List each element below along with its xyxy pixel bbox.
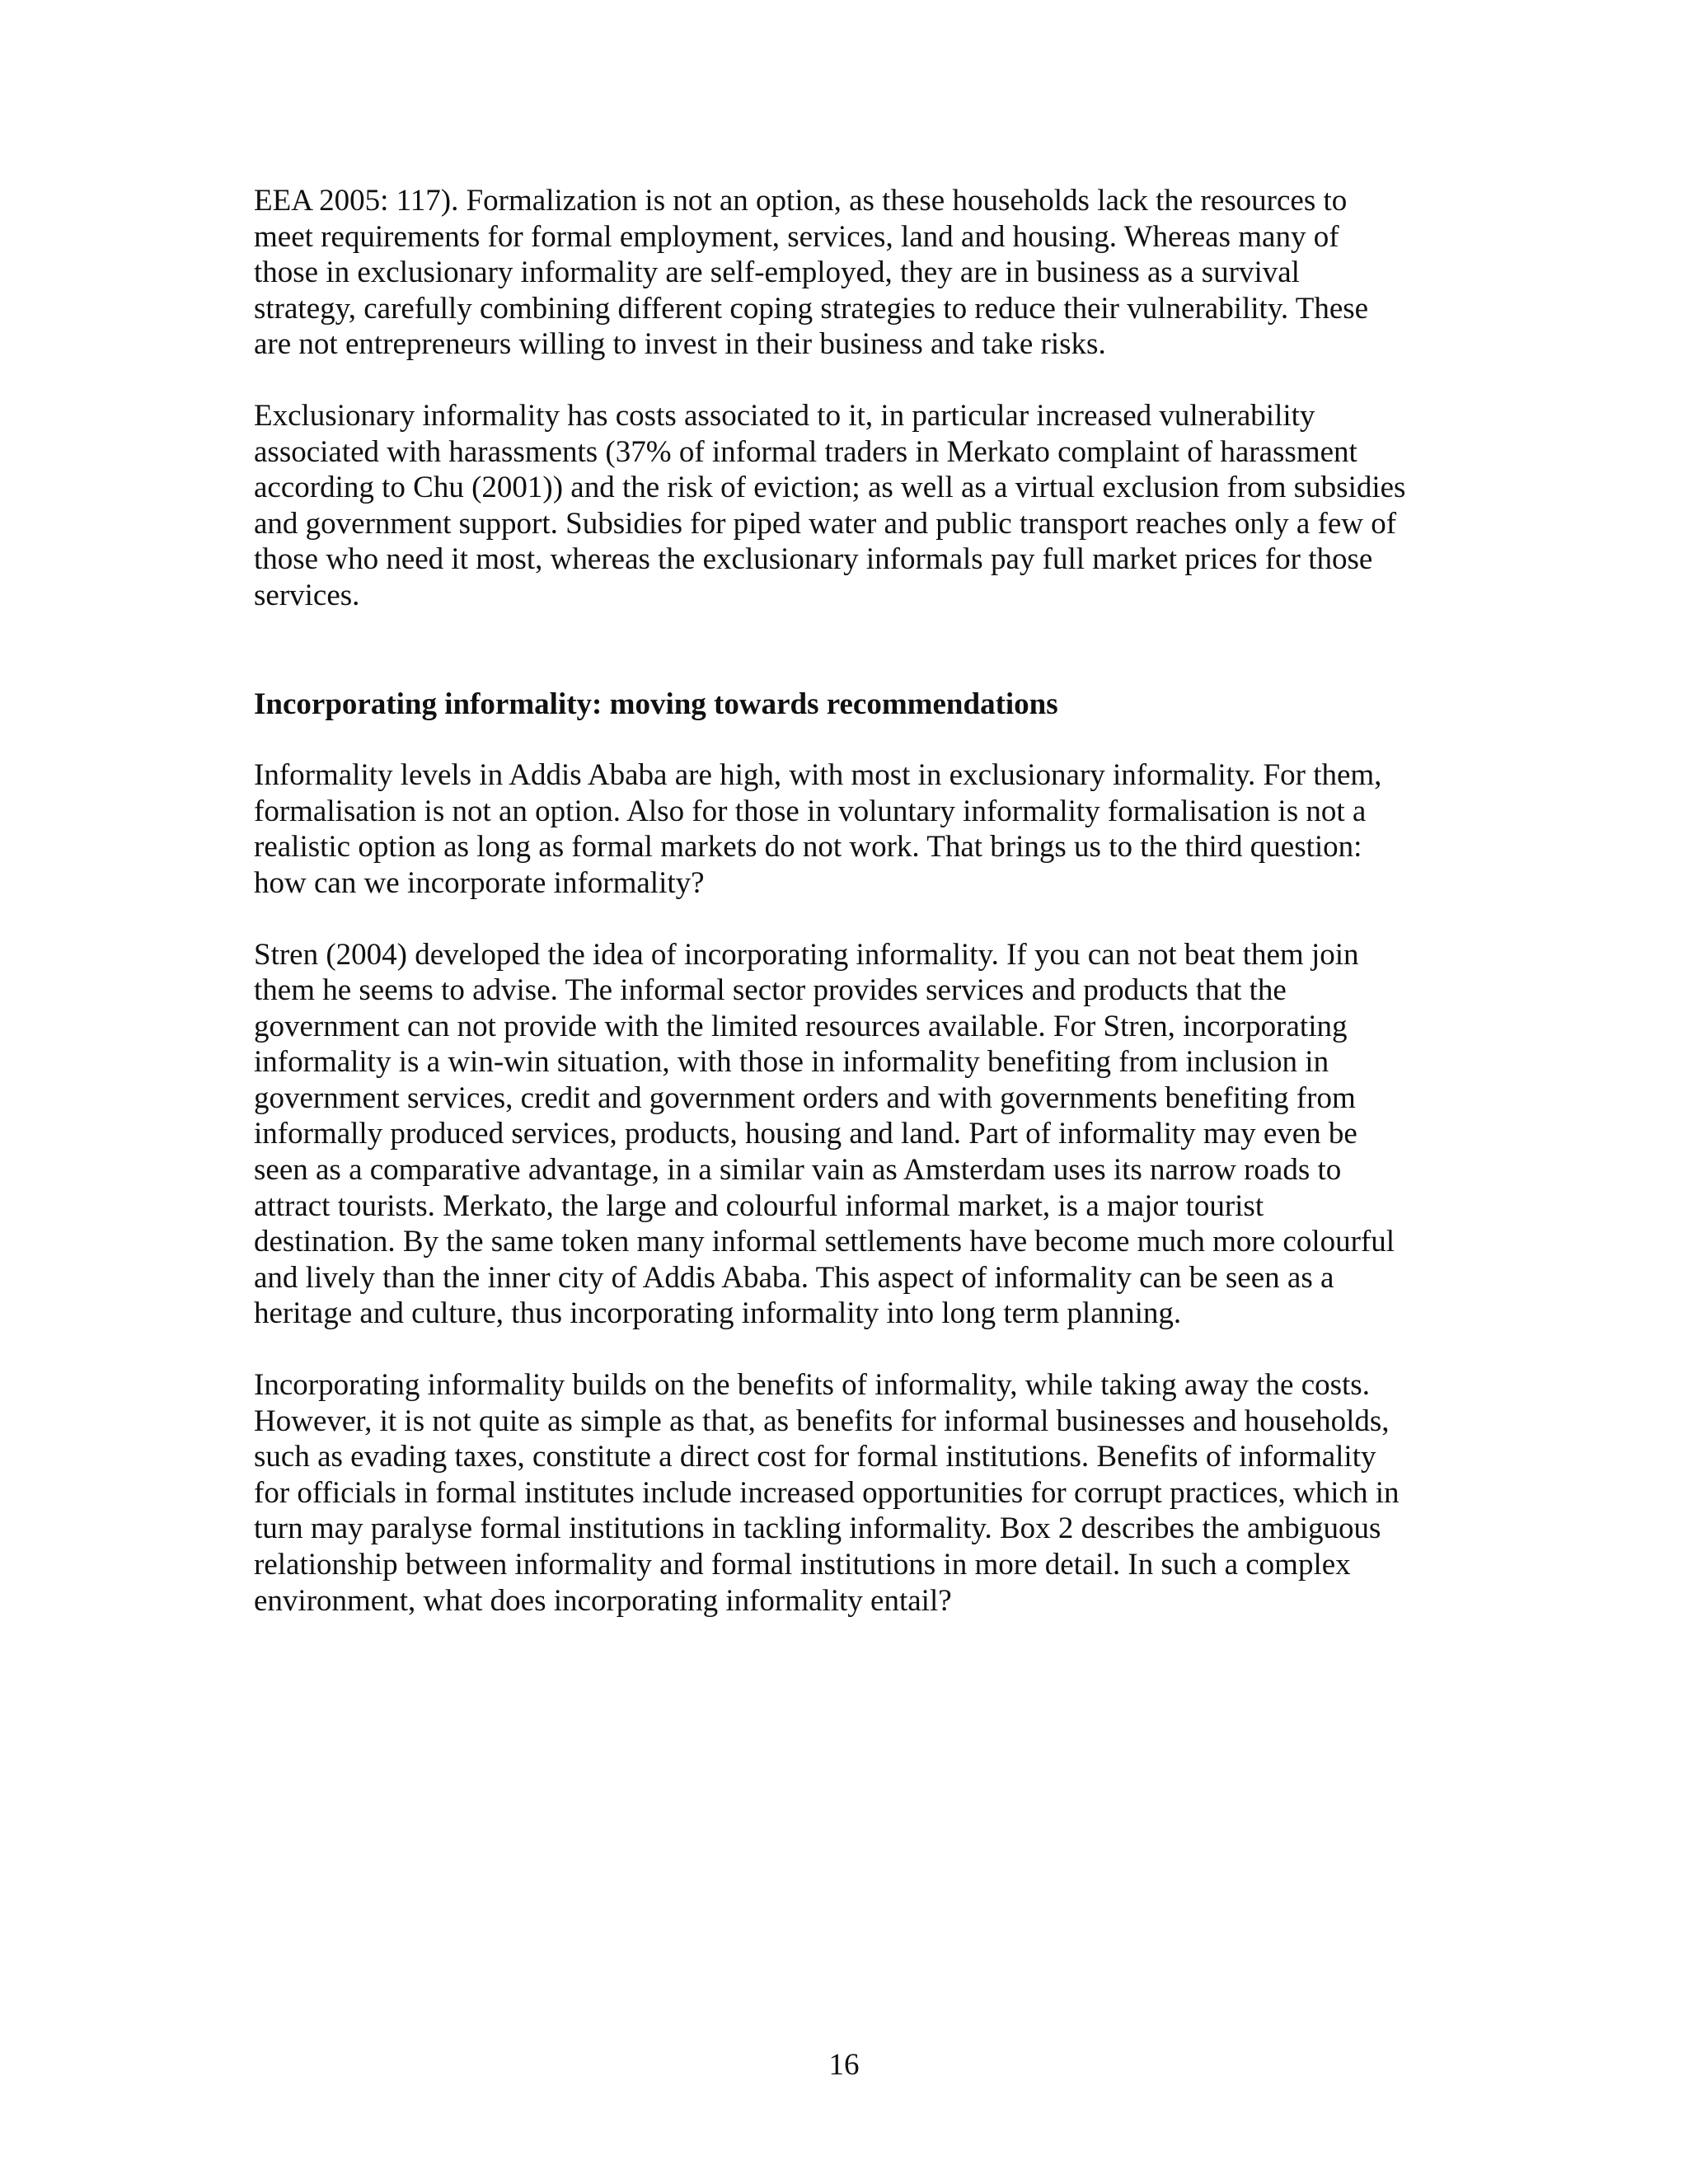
paragraph-informality-levels bbox=[254, 757, 1457, 901]
text-line: turn may paralyse formal institutions in tackling informality. Box 2 describes the ambiguous bbox=[254, 1511, 1381, 1546]
text-line: those who need it most, whereas the exclusionary informals pay full market prices for those bbox=[254, 542, 1373, 577]
text-line: Incorporating informality builds on the benefits of informality, while taking away the costs. bbox=[254, 1368, 1370, 1403]
text-line: and government support. Subsidies for piped water and public transport reaches only a few of bbox=[254, 506, 1397, 541]
text-line: them he seems to advise. The informal sector provides services and products that the bbox=[254, 973, 1287, 1008]
text-line: are not entrepreneurs willing to invest in their business and take risks. bbox=[254, 327, 1106, 362]
text-line: for officials in formal institutes include increased opportunities for corrupt practices, which in bbox=[254, 1475, 1400, 1510]
text-line: EEA 2005: 117). Formalization is not an option, as these households lack the resources to bbox=[254, 184, 1348, 218]
text-line: meet requirements for formal employment, services, land and housing. Whereas many of bbox=[254, 219, 1339, 254]
text-line: strategy, carefully combining different coping strategies to reduce their vulnerability. These bbox=[254, 291, 1369, 326]
text-line: attract tourists. Merkato, the large and colourful informal market, is a major tourist bbox=[254, 1188, 1264, 1223]
text-line: according to Chu (2001)) and the risk of eviction; as well as a virtual exclusion from subsidies bbox=[254, 471, 1406, 505]
text-line: informality is a win-win situation, with those in informality benefiting from inclusion in bbox=[254, 1045, 1329, 1080]
text-line: informally produced services, products, housing and land. Part of informality may even be bbox=[254, 1117, 1357, 1151]
text-line: Exclusionary informality has costs associated to it, in particular increased vulnerability bbox=[254, 398, 1315, 433]
text-line: government can not provide with the limited resources available. For Stren, incorporating bbox=[254, 1009, 1348, 1043]
text-line: heritage and culture, thus incorporating informality into long term planning. bbox=[254, 1296, 1182, 1331]
text-line: However, it is not quite as simple as that, as benefits for informal businesses and households, bbox=[254, 1404, 1390, 1438]
text-line: environment, what does incorporating informality entail? bbox=[254, 1583, 952, 1618]
text-line: Stren (2004) developed the idea of incorporating informality. If you can not beat them join bbox=[254, 937, 1359, 972]
text-line: relationship between informality and formal institutions in more detail. In such a complex bbox=[254, 1548, 1351, 1582]
text-line: destination. By the same token many informal settlements have become much more colourful bbox=[254, 1225, 1395, 1259]
paragraph-formalization bbox=[254, 183, 1457, 363]
body-text bbox=[254, 183, 1457, 1619]
text-line: and lively than the inner city of Addis Ababa. This aspect of informality can be seen as a bbox=[254, 1260, 1334, 1295]
text-line: such as evading taxes, constitute a direct cost for formal institutions. Benefits of informality bbox=[254, 1440, 1376, 1474]
text-line: Informality levels in Addis Ababa are high, with most in exclusionary informality. For them, bbox=[254, 758, 1382, 793]
page-number: 16 bbox=[828, 2048, 860, 2082]
text-line: government services, credit and government orders and with governments benefiting from bbox=[254, 1080, 1356, 1115]
text-line: seen as a comparative advantage, in a similar vain as Amsterdam uses its narrow roads to bbox=[254, 1153, 1342, 1188]
text-line: services. bbox=[254, 578, 360, 612]
section-heading: Incorporating informality: moving towards recommendations bbox=[254, 687, 1058, 721]
paragraph-stren bbox=[254, 937, 1457, 1333]
text-line: associated with harassments (37% of informal traders in Merkato complaint of harassment bbox=[254, 434, 1357, 469]
paragraph-exclusionary-costs bbox=[254, 398, 1457, 614]
text-line: those in exclusionary informality are self-employed, they are in business as a survival bbox=[254, 255, 1300, 290]
text-line: how can we incorporate informality? bbox=[254, 865, 705, 900]
text-line: formalisation is not an option. Also for those in voluntary informality formalisation is not a bbox=[254, 794, 1367, 828]
paragraph-incorporating-benefits bbox=[254, 1367, 1457, 1619]
text-line: realistic option as long as formal markets do not work. That brings us to the third question: bbox=[254, 830, 1362, 865]
